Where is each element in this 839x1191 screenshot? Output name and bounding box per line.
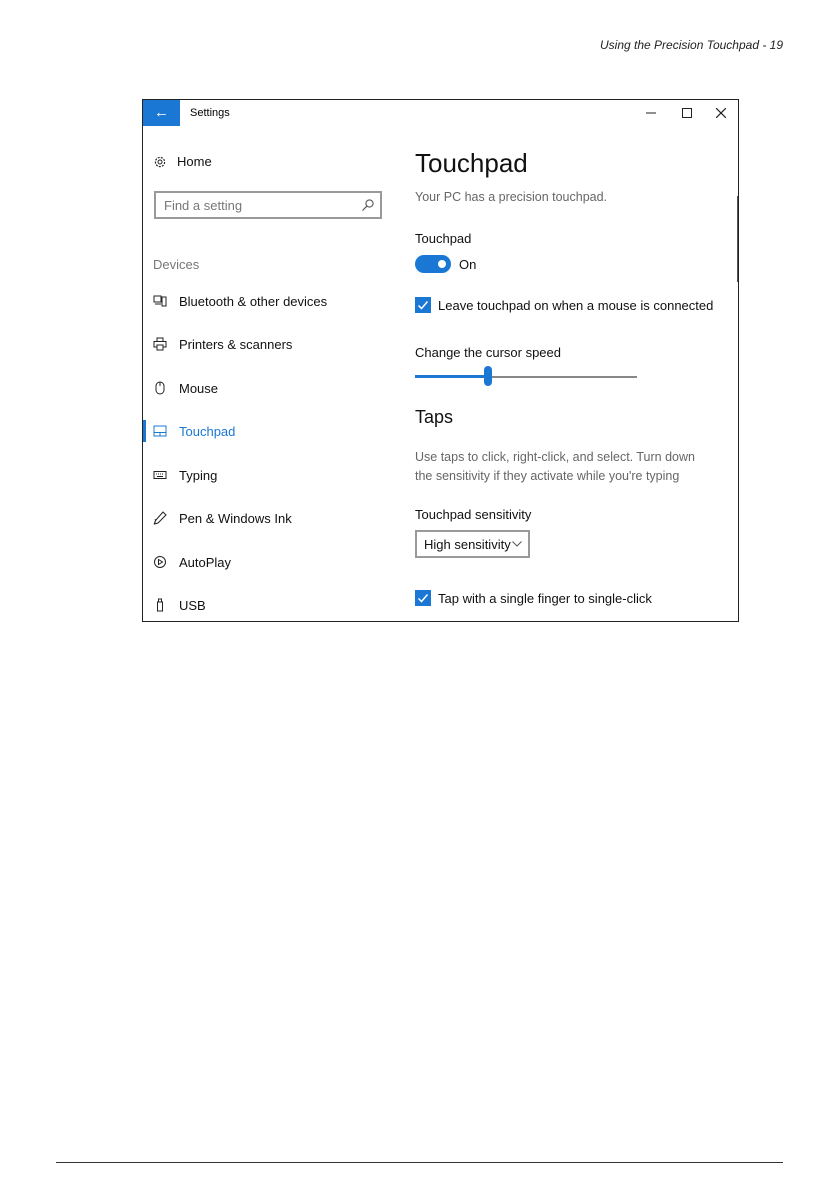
touchpad-toggle-label: Touchpad [415,231,472,246]
sidebar-item-label: Bluetooth & other devices [179,293,328,309]
search-box [154,191,382,219]
nav-home-label: Home [177,154,212,169]
chevron-down-icon [512,540,522,548]
minimize-icon [646,108,656,118]
single-tap-row [415,590,652,606]
close-button[interactable] [703,100,739,126]
sidebar-item-usb[interactable] [153,594,206,616]
sidebar-item-label: Pen & Windows Ink [179,510,292,526]
back-button[interactable] [143,100,180,126]
keyboard-icon [153,468,167,482]
touchpad-toggle[interactable] [415,255,451,273]
checkmark-icon [417,592,429,604]
slider-thumb[interactable] [484,366,492,386]
sidebar-item-autoplay[interactable] [153,551,231,573]
checkmark-icon [417,299,429,311]
slider-fill [415,375,488,378]
page-title: Touchpad [415,148,528,178]
bluetooth-devices-icon [153,294,167,308]
sidebar-item-label: Printers & scanners [179,336,293,352]
nav-section-devices: Devices [153,257,200,272]
cursor-speed-label: Change the cursor speed [415,345,561,360]
toggle-knob [438,260,446,268]
maximize-icon [682,108,692,118]
sidebar-item-pen[interactable] [153,507,292,529]
autoplay-icon [153,555,167,569]
sidebar-item-label: Mouse [179,380,219,396]
toggle-state: On [459,257,477,272]
cursor-speed-slider[interactable] [415,366,637,386]
search-icon[interactable] [361,198,375,212]
leave-touchpad-on-label: Leave touchpad on when a mouse is connected [438,297,714,313]
sidebar-item-touchpad[interactable] [153,420,235,442]
footer-rule [56,1162,783,1163]
scrollbar[interactable] [737,196,739,282]
single-tap-checkbox[interactable] [415,590,431,606]
close-icon [716,108,726,118]
minimize-button[interactable] [633,100,669,126]
arrow-left-icon: ← [154,104,169,121]
sidebar-item-label: Touchpad [179,423,236,439]
sidebar-item-mouse[interactable] [153,377,218,399]
page-subtitle: Your PC has a precision touchpad. [415,190,608,204]
settings-window [142,99,739,622]
pen-icon [153,511,167,525]
search-input[interactable] [156,193,354,217]
sidebar-item-label: Typing [179,467,218,483]
sidebar-item-typing[interactable] [153,464,217,486]
gear-icon [153,155,167,169]
taps-heading: Taps [415,407,454,427]
single-tap-label: Tap with a single finger to single-click [438,590,652,606]
window-title: Settings [190,107,230,119]
sensitivity-dropdown[interactable] [415,530,530,558]
sensitivity-value: High sensitivity [424,536,511,552]
sidebar-item-label: USB [179,597,206,613]
taps-description: Use taps to click, right-click, and select. Turn down the sensitivity if they activate while you're typing [415,450,695,483]
sidebar-item-printers[interactable] [153,333,292,355]
leave-touchpad-on-row [415,297,713,313]
active-indicator [143,420,146,442]
sidebar-item-bluetooth[interactable] [153,290,327,312]
maximize-button[interactable] [669,100,705,126]
mouse-icon [153,381,167,395]
leave-touchpad-on-checkbox[interactable] [415,297,431,313]
touchpad-icon [153,424,167,438]
title-bar [143,100,738,126]
printer-icon [153,337,167,351]
usb-icon [153,598,167,612]
page-header: Using the Precision Touchpad - 19 [600,38,783,52]
sidebar-item-label: AutoPlay [179,554,232,570]
nav-home[interactable] [153,154,212,169]
sensitivity-label: Touchpad sensitivity [415,507,532,522]
